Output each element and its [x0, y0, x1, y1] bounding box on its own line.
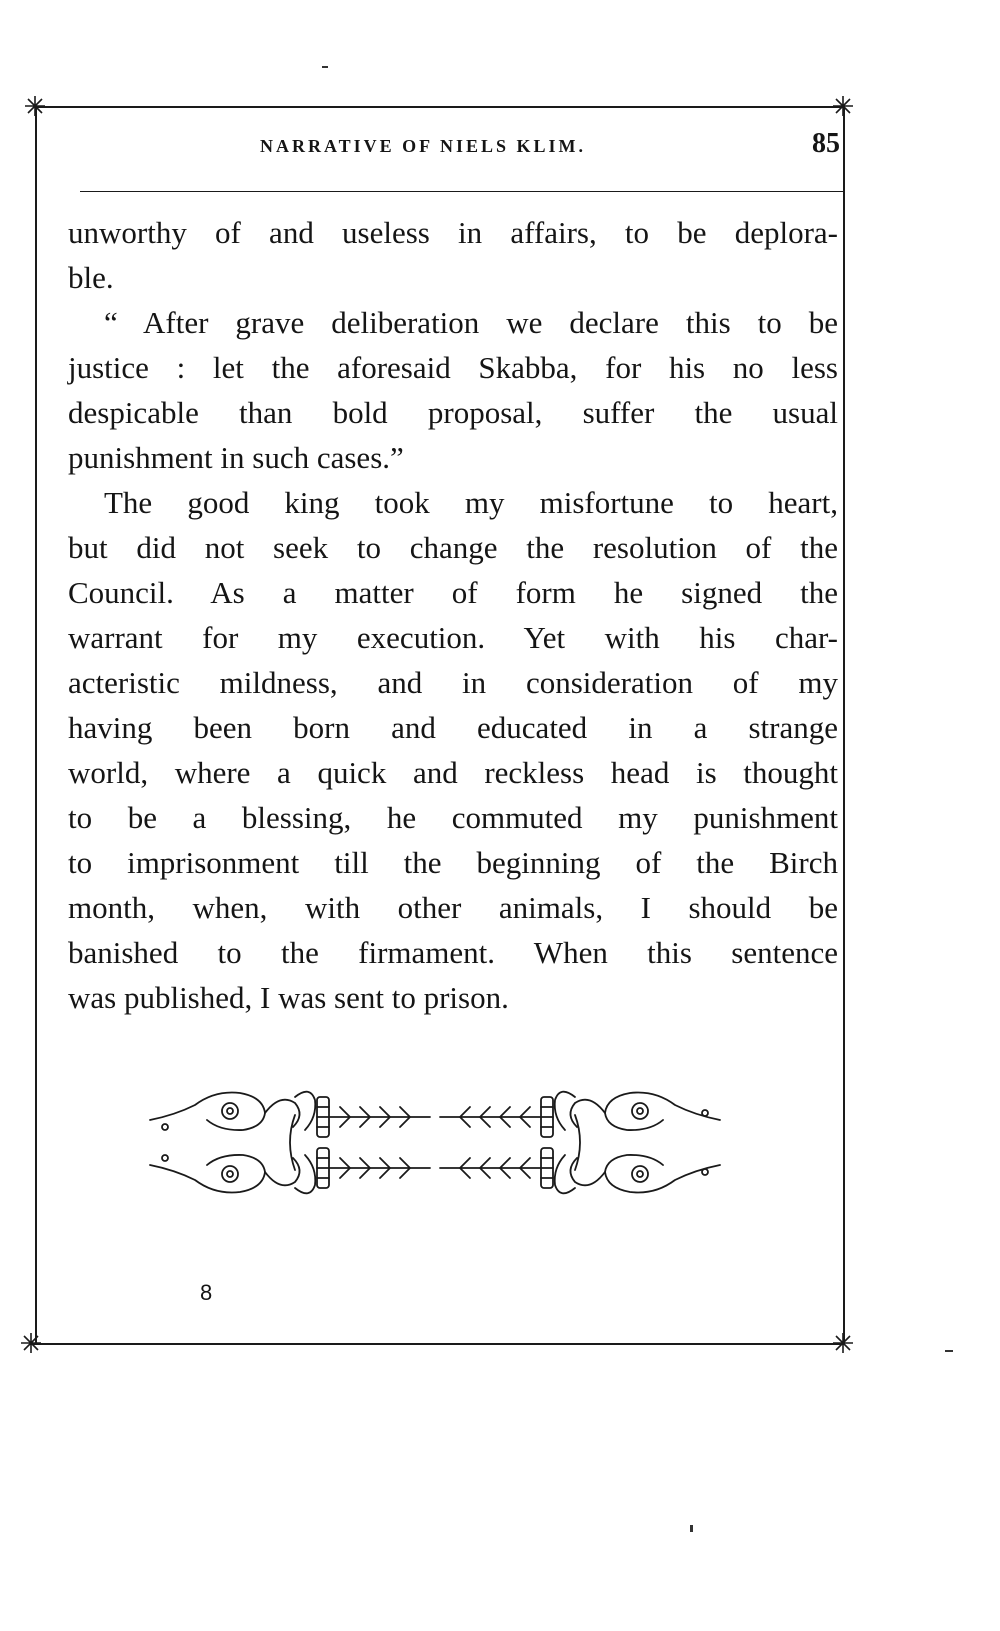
paragraph [68, 300, 838, 480]
text-line: was published, I was sent to prison. [68, 980, 509, 1015]
text-line: month, when, with other animals, I should be [68, 890, 838, 925]
signature-mark: 8 [200, 1280, 213, 1305]
text-line: but did not seek to change the resolution of the [68, 530, 838, 565]
text-line: banished to the firmament. When this sentence [68, 935, 838, 970]
print-speck [322, 66, 328, 68]
text-line: justice : let the aforesaid Skabba, for his no less [68, 350, 838, 385]
body-text [68, 210, 838, 1020]
corner-star-icon [831, 1331, 855, 1355]
corner-star-icon [831, 94, 855, 118]
text-line: warrant for my execution. Yet with his char- [68, 620, 838, 655]
text-line: The good king took my misfortune to heart, [104, 485, 838, 520]
text-line: despicable than bold proposal, suffer the usual [68, 395, 838, 430]
text-line: to imprisonment till the beginning of the Birch [68, 845, 838, 880]
frame-bottom-rule [30, 1343, 845, 1345]
ornamental-scroll-icon [145, 1075, 725, 1210]
header-rule [80, 191, 844, 192]
text-line: having been born and educated in a strange [68, 710, 838, 745]
text-line: Council. As a matter of form he signed the [68, 575, 838, 610]
text-line: acteristic mildness, and in consideration of my [68, 665, 838, 700]
text-line: ble. [68, 260, 114, 295]
page-number: 85 [812, 128, 840, 159]
frame-left-rule [35, 106, 37, 1344]
print-speck [945, 1350, 953, 1352]
frame-right-rule [843, 106, 845, 1344]
frame-top-rule [35, 106, 845, 108]
running-title: NARRATIVE OF NIELS KLIM. [260, 136, 587, 156]
text-line: world, where a quick and reckless head is thought [68, 755, 838, 790]
text-line: unworthy of and useless in affairs, to be deplora- [68, 215, 838, 250]
paragraph [68, 210, 838, 300]
text-line: to be a blessing, he commuted my punishment [68, 800, 838, 835]
corner-star-icon [19, 1331, 43, 1355]
text-line: punishment in such cases.” [68, 440, 404, 475]
corner-star-icon [23, 94, 47, 118]
paragraph [68, 480, 838, 1020]
print-speck [690, 1525, 693, 1532]
text-line: “ After grave deliberation we declare this to be [104, 305, 838, 340]
